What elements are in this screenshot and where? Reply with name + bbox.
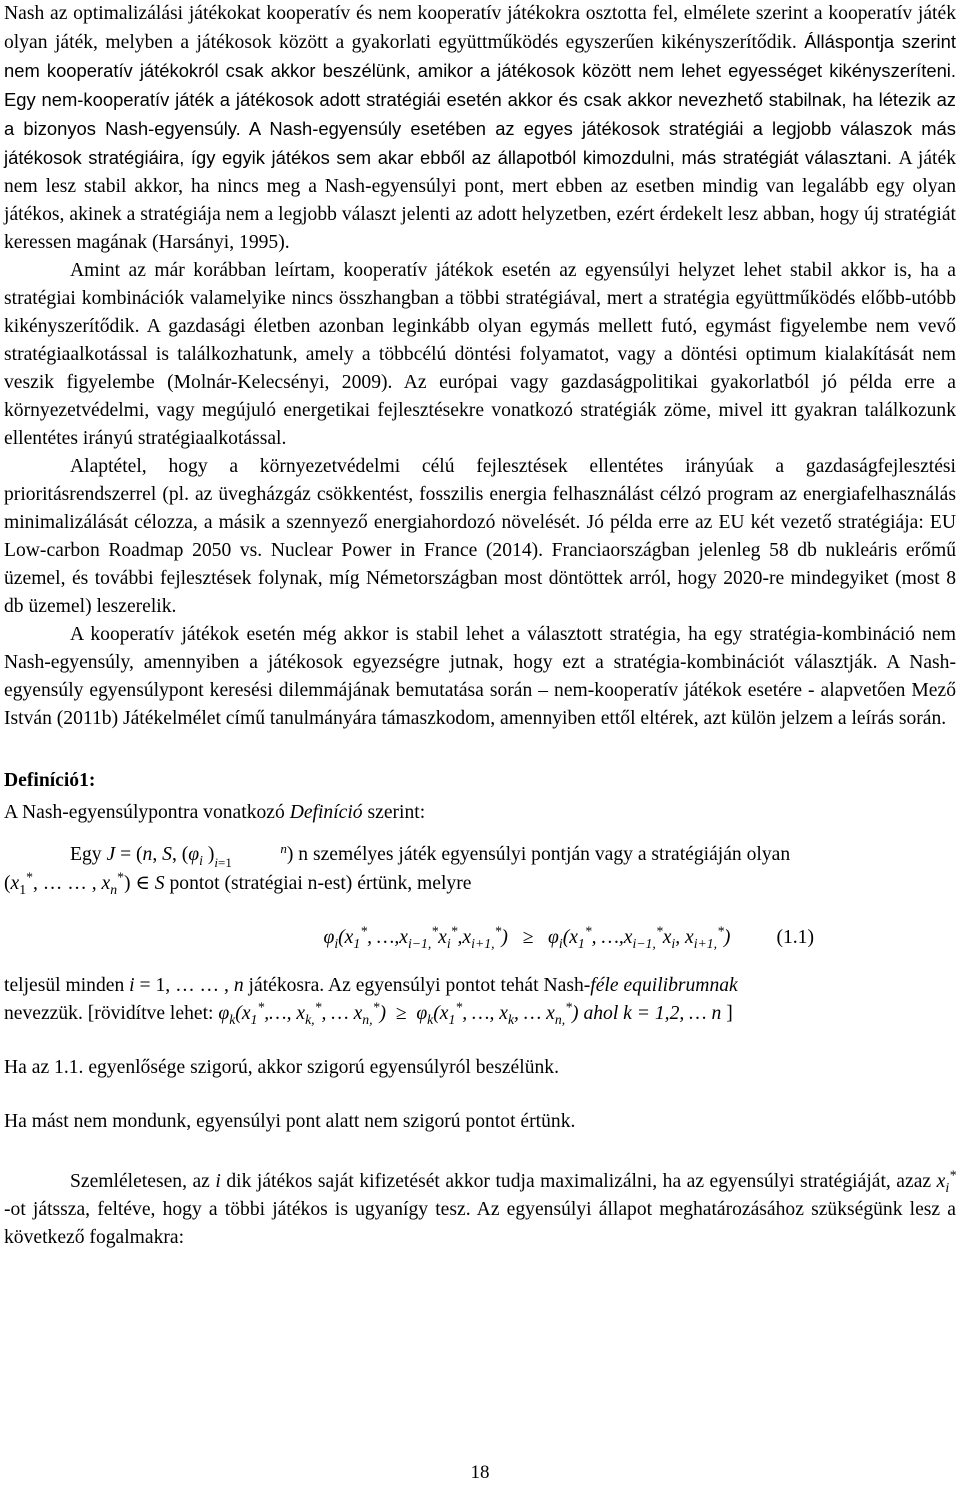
conclusion-text-3: nevezzük. [rövidítve lehet: bbox=[4, 1002, 219, 1024]
definition-egy-text: n személyes játék egyensúlyi pontján vagy a stratégiáján olyan bbox=[293, 844, 791, 865]
conclusion-text-2: játékosra. Az egyensúlyi pontot tehát Nash- bbox=[243, 974, 591, 996]
definition-egy-word: Egy bbox=[70, 844, 102, 865]
conclusion-italic: féle equilibrumnak bbox=[590, 974, 738, 996]
formula-strategy-vector: ($x_1^*$, … … , $x_n^*$) ∈ S bbox=[4, 868, 165, 897]
definition-conclusion: teljesül minden i = 1, … … , n játékosra. Az egyensúlyi pontot tehát Nash-féle equilibrumnak nevezzük. [rövidítve lehet: $\varphi_k(x_1^*,\dots$, $x_{k,}^*$, … $x_{n,}^*) \ge \varphi_k(x_1^*$, …, $x_k$, … $x_{n,}^*$) ahol k = 1,2, … n ] bbox=[4, 974, 738, 1027]
formula-shorthand: $\varphi_k(x_1^*,\dots$, $x_{k,}^*$, … $x_{n,}^*) \ge \varphi_k(x_1^*$, …, $x_k$, … $x_{n,}^*$) ahol k = 1,2, … n bbox=[218, 998, 727, 1027]
formula-i: i bbox=[215, 1170, 221, 1192]
szemleletesen-text-3: -ot játssza, feltéve, hogy a többi játékos is ugyanígy tesz. Az egyensúlyi állapot meghatározásához szükségünk lesz a következő fogalmakra: bbox=[4, 1198, 956, 1248]
document-page bbox=[4, 0, 956, 1252]
definition-intro-end: szerint: bbox=[362, 802, 426, 823]
definition-intro-italic: Definíció bbox=[289, 802, 363, 823]
definition-intro-text: A Nash-egyensúlypontra vonatkozó bbox=[4, 802, 290, 823]
szemleletesen-text-2: dik játékos saját kifizetését akkor tudja maximalizálni, ha az egyensúlyi stratégiáját, azaz bbox=[220, 1170, 937, 1192]
line-nonstrict-equilibrium: Ha mást nem mondunk, egyensúlyi pont alatt nem szigorú pontot értünk. bbox=[4, 1110, 576, 1132]
paragraph-stability: A kooperatív játékok esetén még akkor is stabil lehet a választott stratégia, ha egy stratégia-kombináció nem Nash-egyensúly, amennyiben a játékosok egyezségre jutnak, hogy ezt a stratégia-kombinációt választják. A Nash-egyensúly egyensúlypont keresési dilemmájának bemutatása során – nem-kooperatív játékok esetére - alapvetően Mező István (2011b) Játékelmélet című tanulmányára támaszkodom, amennyiben ettől eltérek, azt külön jelzem a leírás során. bbox=[4, 624, 956, 729]
line-strict-equilibrium: Ha az 1.1. egyenlősége szigorú, akkor szigorú egyensúlyról beszélünk. bbox=[4, 1056, 559, 1078]
paragraph-cooperative: Amint az már korábban leírtam, kooperatív játékok esetén az egyensúlyi helyzet lehet stabil akkor is, ha a stratégiai kombinációk valamelyike nincs összhangban a többi stratégiával, mert a stratégia együttműködés előbb-utóbb kikényszerítődik. A gazdasági életben azonban leginkább olyan egymás mellett futó, egymást figyelembe nem vevő stratégiaalkotással is találkozhatunk, amely a többcélú döntési folyamatot, vagy a döntési optimum kialakítását nem veszik figyelembe (Molnár-Kelecsényi, 2009). Az európai vagy gazdaságpolitikai gyakorlatból jó példa erre a környezetvédelmi, vagy megújuló energetikai fejlesztésekre vonatkozó stratégiák zöme, mivel itt gyakran találkozunk ellentétes irányú stratégiaalkotással. bbox=[4, 260, 956, 449]
definition-pontot-text: pontot (stratégiai n-est) értünk, melyre bbox=[164, 872, 472, 894]
paragraph-nash-intro-part4: A játék nem lesz stabil akkor, ha nincs meg a Nash-egyensúlyi pont, mert ebben az esetben mindig van legalább egy olyan játékos, akinek a stratégiája nem a legjobb választ jelenti az adott helyzetben, ezért érdekelt lesz abban, hogy új stratégiát keressen magának (Harsányi, 1995). bbox=[4, 148, 956, 253]
paragraph-alaptetel: Alaptétel, hogy a környezetvédelmi célú fejlesztések ellentétes irányúak a gazdaságfejlesztési prioritásrendszerrel (pl. az üvegházgáz csökkentést, fosszilis energia felhasználást célzó program az energiafelhasználás minimalizálását célozza, a másik a szennyező energiahordozó növelését. Jó példa erre az EU két vezető stratégiája: EU Low-carbon Roadmap 2050 vs. Nuclear Power in France (2014). Franciaországban jelenleg 58 db nukleáris erőmű üzemel, és további fejlesztések folynak, míg Németországban most döntöttek arról, hogy 2020-re mindegyiket (most 8 db üzemel) leszerelik. bbox=[4, 456, 956, 617]
definition-statement: Egy J = (n, S, ($\varphi_i$ ) n i=1 ) n személyes játék egyensúlyi pontján vagy a stratégiáján olyan ($x_1^*$, … … , $x_n^*$) ∈ S pontot (stratégiai n-est) értünk, melyre bbox=[4, 840, 791, 897]
formula-game-tuple: J bbox=[106, 844, 116, 865]
conclusion-text-1: teljesül minden bbox=[4, 974, 130, 996]
paragraph-nash-intro bbox=[4, 0, 956, 257]
paragraph-szemleletesen bbox=[4, 1168, 956, 1252]
equation-number: (1.1) bbox=[776, 926, 814, 948]
paragraph-nash-intro-part3: A Nash-egyensúly esetében az egyes játékosok stratégiái a legjobb válaszok más játékosok stratégiáira, így egyik játékos sem akar ebből az állapotból kimozdulni, más stratégiát választani. bbox=[4, 118, 956, 168]
paragraph-nash-intro-part2: Álláspontja szerint nem kooperatív játékokról csak akkor beszélünk, amikor a játékosok között nem lehet egyességet kikényszeríteni. Egy nem-kooperatív játék a játékosok adott stratégiái esetén akkor és csak akkor nevezhető stabilnak, ha létezik az a bizonyos Nash-egyensúly. bbox=[4, 31, 956, 139]
formula-index-range: i bbox=[129, 974, 135, 996]
conclusion-text-4: ] bbox=[726, 1002, 733, 1024]
szemleletesen-text-1: Szemléletesen, az bbox=[70, 1170, 216, 1192]
paragraph-nash-intro-part1: Nash az optimalizálási játékokat kooperatív és nem kooperatív játékokra osztotta fel, elmélete szerint a kooperatív játék olyan játék, melyben a játékosok között a gyakorlati együttműködés egyszerűen kikényszerítődik. bbox=[4, 3, 956, 53]
page-number: 18 bbox=[470, 1462, 490, 1483]
formula-xi-star: $x_i^*$ bbox=[936, 1166, 956, 1195]
equation-inequality: $\varphi_i(x_1^*$, $\dots,x_{i-1,}^*x_i^*,x_{i+1,}^*) \ge \varphi_i(x_1^*$, $\dots,x_{i-1,}^*x_i$, $x_{i+1,}^*$) bbox=[323, 922, 731, 951]
definition-intro bbox=[4, 799, 956, 827]
definition-heading: Definíció1: bbox=[4, 770, 96, 791]
equation-1-1 bbox=[4, 916, 956, 960]
